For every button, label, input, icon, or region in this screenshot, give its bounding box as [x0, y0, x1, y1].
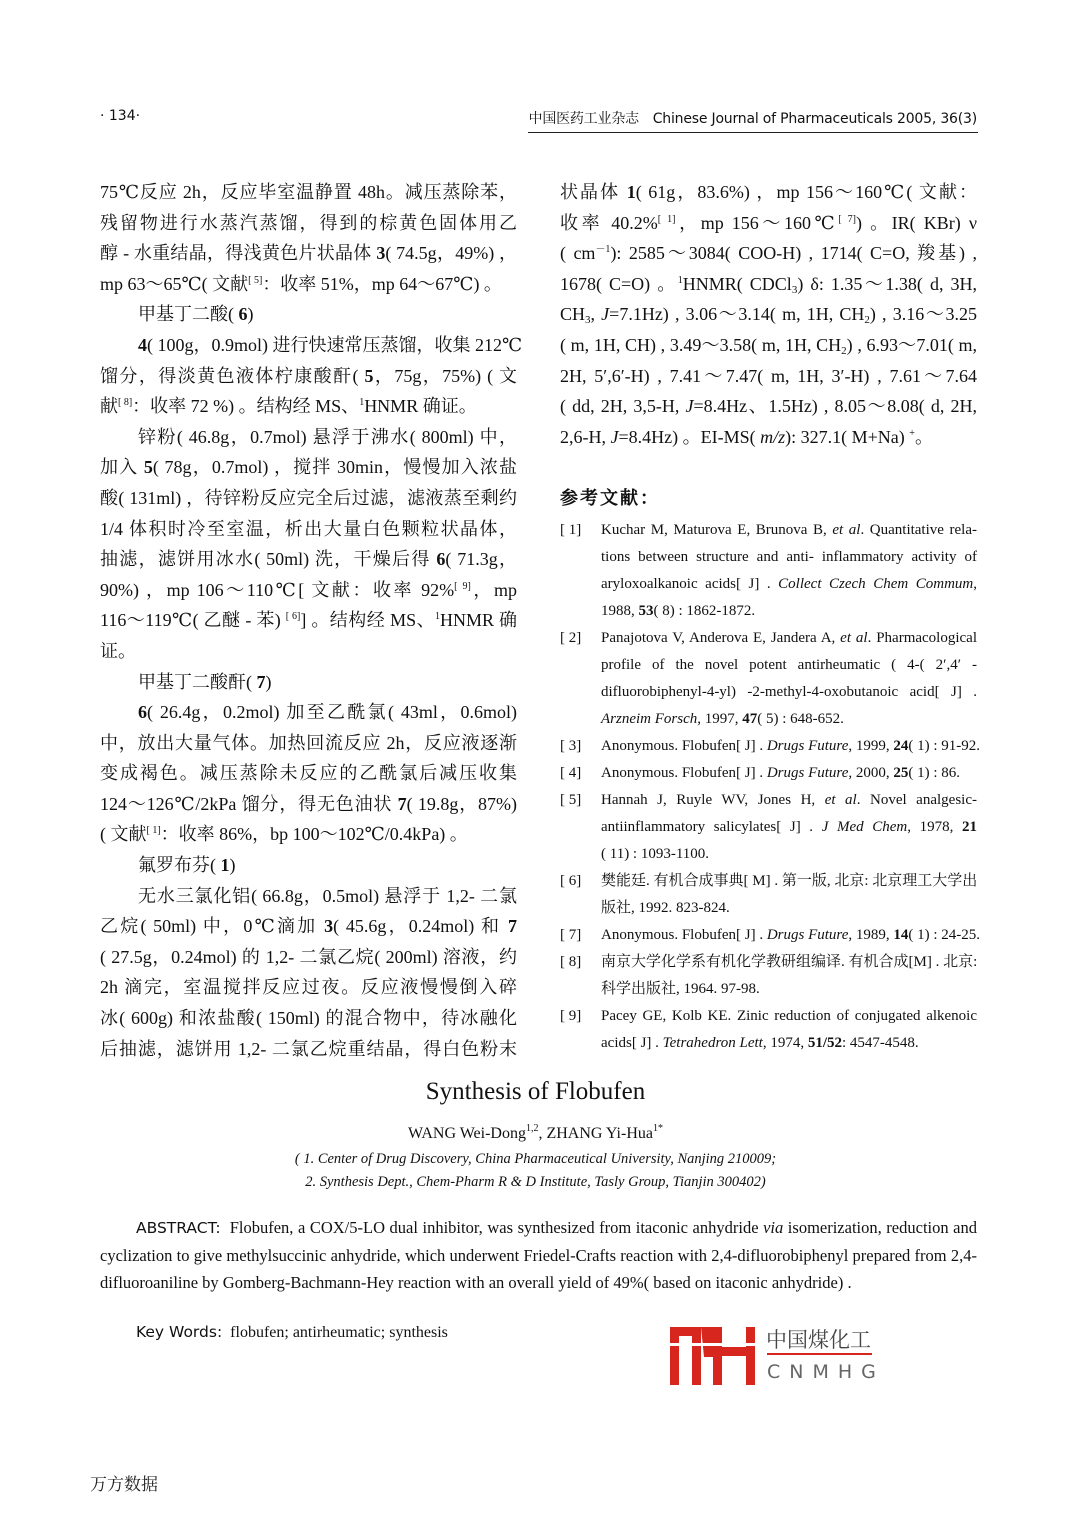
superscript: [ 1]: [657, 213, 676, 225]
text-line: [100, 819, 517, 850]
reference-text: [601, 625, 977, 733]
text-run: mp 63～65℃( 文献: [100, 273, 249, 294]
abstract-label: ABSTRACT:: [136, 1219, 221, 1237]
author-separator: ,: [538, 1125, 547, 1142]
reference-text: [601, 922, 980, 949]
text-line: [601, 544, 977, 571]
reference-number: [ 3]: [560, 738, 582, 754]
text-run: 1988,: [601, 603, 639, 619]
subscript: 3: [791, 283, 798, 296]
text-line: [560, 299, 977, 330]
text-run: ,: [973, 576, 978, 592]
abstract: [100, 1214, 977, 1296]
text-line: [100, 789, 517, 820]
text-run: Panajotova V, Anderova E, Jandera A,: [601, 630, 841, 646]
text-line: [560, 330, 977, 361]
compound-number: 51/52: [807, 1035, 842, 1051]
reference-item: [560, 949, 977, 1003]
logo-text-en: CNMHG: [767, 1361, 878, 1383]
text-line: [601, 517, 977, 544]
text-line: [100, 881, 517, 912]
abstract-text: Flobufen, a COX/5-LO dual inhibitor, was synthesized from itaconic anhydride: [229, 1218, 764, 1237]
text-run: aryloxoalkanoic acids[ J] .: [601, 576, 779, 592]
text-line: [100, 544, 517, 575]
italic-text: J: [685, 396, 694, 417]
subscript: 3: [585, 314, 591, 327]
text-line: [100, 911, 517, 942]
reference-text: [601, 787, 977, 868]
text-run: , 1978,: [907, 819, 962, 835]
text-line: [601, 922, 980, 949]
text-run: ：收率 51%，mp 64～67℃) 。: [262, 273, 502, 294]
subscript: 2: [864, 314, 870, 327]
text-run: ( 1) : 86.: [908, 765, 961, 781]
footer-watermark: 万方数据: [90, 1475, 158, 1495]
right-column-body: [560, 177, 977, 452]
italic-text: et al: [840, 630, 868, 646]
superscript: [ 7]: [838, 213, 857, 225]
superscript: 1: [435, 611, 441, 623]
text-line: [100, 299, 517, 330]
text-line: [560, 177, 977, 208]
text-line: [601, 733, 980, 760]
italic-text: et al: [832, 522, 861, 538]
text-run: 氟罗布芬(: [138, 855, 221, 876]
header-rule: [528, 132, 978, 133]
text-run: 献: [100, 396, 118, 417]
text-run: ：收率 72 %) 。结构经 MS、: [132, 396, 360, 417]
text-line: [100, 361, 517, 392]
text-run: ) , 3.16～3.25: [869, 304, 977, 325]
text-run: . Pharmacological: [867, 630, 977, 646]
text-line: [100, 483, 517, 514]
keywords-label: Key Words:: [136, 1323, 223, 1341]
text-run: ): [247, 304, 254, 325]
reference-item: [560, 625, 977, 733]
reference-number: [ 4]: [560, 765, 582, 781]
text-run: 。: [914, 426, 933, 447]
compound-number: 7: [397, 793, 407, 814]
compound-number: 5: [364, 365, 374, 386]
text-run: ( 1) : 91-92.: [908, 738, 981, 754]
text-run: ( 5) : 648-652.: [757, 711, 844, 727]
paragraph: [100, 422, 517, 667]
text-line: [601, 787, 977, 814]
text-run: ) δ: 1.35～1.38( d, 3H,: [797, 273, 977, 294]
text-run: 抽滤，滤饼用冰水( 50ml) 洗，干燥后得: [100, 549, 437, 570]
reference-number: [ 5]: [560, 792, 582, 808]
text-run: 116～119℃( 乙醚 - 苯): [100, 610, 286, 631]
text-line: [601, 760, 977, 787]
text-run: 锌粉( 46.8g，0.7mol) 悬浮于沸水( 800ml) 中，: [138, 426, 517, 447]
logo-mark-icon: [668, 1323, 878, 1387]
text-run: Anonymous. Flobufen[ J] .: [601, 927, 767, 943]
reference-number: [ 9]: [560, 1008, 582, 1024]
italic-text: Drugs Future: [766, 765, 849, 781]
compound-number: 47: [742, 711, 758, 727]
english-title: Synthesis of Flobufen: [425, 1078, 646, 1105]
compound-number: 5: [143, 457, 153, 478]
paragraph: [100, 697, 517, 850]
text-run: ( 78g，0.7mol) ，搅拌 30min，慢慢加入浓盐: [152, 457, 517, 478]
compound-number: 1: [220, 855, 230, 876]
reference-text: [601, 733, 980, 760]
abstract-text: isomerization, reduction and cyclization to give methylsuccinic anhydride, which underwent Friedel-Crafts reaction with 2,4-difluorobiphenyl prepared from 2,4-difluoroaniline by Gomberg-Bachmann-Hey reaction with an overall yield of 49%( based on itaconic anhydride) .: [100, 1218, 977, 1292]
text-run: ( 26.4g，0.2mol) 加至乙酰氯( 43ml，0.6mol): [147, 702, 517, 723]
text-run: ( cm: [560, 243, 596, 264]
compound-number: 1: [626, 182, 636, 202]
superscript: [ 6]: [285, 611, 301, 623]
text-run: 124～126℃/2kPa 馏分，得无色油状: [100, 793, 398, 814]
text-run: 状晶体: [560, 182, 627, 202]
compound-number: 14: [893, 927, 909, 943]
text-run: ,: [590, 304, 602, 325]
text-line: [601, 895, 977, 922]
italic-text: Drugs Future: [766, 927, 849, 943]
text-line: [601, 598, 977, 625]
text-run: ( 100g，0.9mol) 进行快速常压蒸馏，收集 212℃: [147, 334, 523, 355]
text-run: . Quantitative rela-: [860, 522, 977, 538]
reference-item: [560, 1003, 977, 1057]
text-run: ): [229, 855, 236, 876]
text-run: , 1989,: [848, 927, 894, 943]
compound-number: 6: [238, 304, 248, 325]
compound-number: 24: [893, 738, 909, 754]
text-run: 南京大学化学系有机化学教研组编译. 有机合成[M] . 北京:: [601, 954, 978, 970]
text-line: [100, 177, 517, 208]
text-line: [560, 208, 977, 239]
text-line: [100, 1003, 517, 1034]
text-run: ( 8) : 1862-1872.: [653, 603, 756, 619]
text-run: ( 11) : 1093-1100.: [601, 846, 710, 862]
text-run: Hannah J, Ruyle WV, Jones H,: [601, 792, 825, 808]
superscript: 1: [677, 274, 683, 286]
text-run: CH: [560, 304, 586, 325]
cnmhg-logo: [668, 1323, 878, 1392]
text-run: , 1974,: [762, 1035, 808, 1051]
paragraph: [100, 177, 517, 299]
text-run: ) 。IR( KBr) ν: [856, 212, 977, 233]
reference-item: [560, 868, 977, 922]
references-heading: 参考文献：: [560, 488, 660, 509]
author-affil-mark: 1*: [652, 1123, 663, 1134]
text-line: [601, 706, 977, 733]
text-run: ( 45.6g，0.24mol) 和: [333, 916, 508, 937]
text-run: 1/4 体积时冷至室温，析出大量白色颗粒状晶体，: [100, 518, 517, 539]
text-run: . Novel analgesic-: [856, 792, 977, 808]
abstract-text-italic: via: [763, 1218, 784, 1237]
text-run: ) , 6.93～7.01( m,: [846, 334, 977, 355]
logo-text-cn: 中国煤化工: [766, 1328, 871, 1352]
text-run: 甲基丁二酸(: [138, 304, 239, 325]
paragraph: [100, 330, 523, 422]
text-run: difluorobiphenyl-4-yl) -2-methyl-4-oxobutanoic acid[ J] .: [601, 684, 977, 700]
text-run: ，mp 156～160℃: [675, 212, 839, 233]
reference-item: [560, 517, 977, 625]
text-run: Anonymous. Flobufen[ J] .: [601, 738, 767, 754]
paragraph: [100, 881, 517, 1065]
text-run: antiinflammatory salicylates[ J] .: [601, 819, 822, 835]
text-run: Pacey GE, Kolb KE. Zinic reduction of conjugated alkenoic: [601, 1008, 977, 1024]
text-run: 无水三氯化铝( 66.8g，0.5mol) 悬浮于 1,2- 二氯: [138, 885, 517, 906]
keywords-text: flobufen; antirheumatic; synthesis: [230, 1324, 448, 1341]
text-run: ): 2585～3084( COO-H) , 1714( C=O, 羧基) ,: [610, 243, 978, 264]
superscript: [ 8]: [118, 397, 133, 409]
reference-text: [601, 760, 977, 787]
text-run: HNMR 确证。: [364, 396, 477, 417]
italic-text: et al: [824, 792, 857, 808]
text-run: 加入: [100, 457, 144, 478]
text-run: ，75g，75%) ( 文: [373, 365, 518, 386]
text-line: [100, 330, 523, 361]
text-line: [601, 679, 977, 706]
italic-text: Arzneim Forsch: [601, 711, 698, 727]
text-line: [601, 976, 977, 1003]
reference-text: [601, 1003, 977, 1057]
compound-number: 7: [256, 671, 266, 692]
compound-number: 6: [436, 549, 446, 570]
text-run: , 1999,: [848, 738, 894, 754]
superscript: [ 5]: [248, 274, 263, 286]
affiliation: ( 1. Center of Drug Discovery, China Pharmaceutical University, Nanjing 210009;: [294, 1151, 777, 1167]
text-line: [100, 636, 517, 667]
text-run: 版社, 1992. 823-824.: [601, 900, 730, 916]
superscript: －1: [595, 244, 611, 256]
text-run: ): 327.1( M+Na): [785, 426, 910, 447]
text-line: [100, 422, 517, 453]
page-number: · 134·: [100, 108, 141, 124]
text-line: [100, 972, 517, 1003]
author-name: WANG Wei-Dong: [408, 1125, 526, 1142]
text-line: [560, 269, 977, 300]
reference-item: [560, 733, 981, 760]
text-run: 樊能廷. 有机合成事典[ M] . 第一版, 北京: 北京理工大学出: [601, 873, 978, 889]
text-run: , 2000,: [848, 765, 894, 781]
text-run: ( 1) : 24-25.: [908, 927, 981, 943]
text-run: 残留物进行水蒸汽蒸馏，得到的棕黄色固体用乙: [100, 212, 517, 233]
italic-text: J: [610, 426, 619, 447]
text-run: 90%) ，mp 106～110℃[ 文献：收率 92%: [100, 579, 455, 600]
italic-text: Collect Czech Chem Commum: [778, 576, 974, 592]
text-line: [100, 942, 517, 973]
text-run: 中，放出大量气体。加热回流反应 2h，反应液逐渐: [100, 732, 517, 753]
text-run: 2H, 5′,6′-H) , 7.41～7.47( m, 1H, 3′-H) , 7.61～7.64: [560, 365, 977, 386]
text-run: 变成褐色。减压蒸除未反应的乙酰氯后减压收集: [100, 763, 517, 784]
text-run: 醇 - 水重结晶，得浅黄色片状晶体: [100, 243, 377, 264]
text-line: [601, 1030, 977, 1057]
text-line: [601, 1003, 977, 1030]
text-run: ): [265, 671, 272, 692]
compound-number: 3: [376, 243, 386, 264]
subscript: 2: [841, 344, 847, 357]
text-run: profile of the novel potent antirheumatic ( 4-( 2′,4′ -: [601, 657, 977, 673]
compound-number: 21: [962, 819, 977, 835]
affiliation: 2. Synthesis Dept., Chem-Pharm R & D Institute, Tasly Group, Tianjin 300402): [305, 1174, 766, 1190]
text-run: 1678( C=O) 。: [560, 273, 678, 294]
text-run: HNMR( CDCl: [682, 273, 792, 294]
text-run: 2,6-H,: [560, 426, 611, 447]
italic-text: Drugs Future: [766, 738, 849, 754]
compound-number: 25: [893, 765, 909, 781]
text-line: [601, 625, 977, 652]
text-run: Anonymous. Flobufen[ J] .: [601, 765, 767, 781]
text-line: [100, 238, 517, 269]
text-line: [100, 452, 517, 483]
text-line: [601, 841, 977, 868]
text-run: tions between structure and anti- inflammatory activity of: [601, 549, 977, 565]
text-run: ] 。结构经 MS、: [300, 610, 436, 631]
left-column-body: [100, 177, 523, 1064]
text-run: : 4547-4548.: [841, 1035, 919, 1051]
reference-number: [ 8]: [560, 954, 582, 970]
text-run: ( 61g，83.6%) ，mp 156～160℃( 文献：: [635, 182, 978, 202]
compound-number: 53: [638, 603, 654, 619]
text-run: HNMR 确: [440, 610, 517, 631]
text-line: [601, 652, 977, 679]
text-run: 后抽滤，滤饼用 1,2- 二氯乙烷重结晶，得白色粉末: [100, 1038, 517, 1059]
text-run: 2h 滴完，室温搅拌反应过夜。反应液慢慢倒入碎: [100, 977, 517, 998]
text-run: ( 27.5g，0.24mol) 的 1,2- 二氯乙烷( 200ml) 溶液，约: [100, 946, 517, 967]
text-line: [100, 728, 517, 759]
reference-item: [560, 760, 977, 787]
text-line: [100, 850, 517, 881]
text-run: 酸( 131ml) ，待锌粉反应完全后过滤，滤液蒸至剩约: [100, 487, 517, 508]
text-run: ( 19.8g，87%): [406, 793, 517, 814]
reference-text: [601, 949, 977, 1003]
text-run: acids[ J] .: [601, 1035, 663, 1051]
text-line: [601, 868, 977, 895]
text-line: [100, 1034, 517, 1065]
text-line: [560, 422, 977, 453]
text-run: =8.4Hz、1.5Hz) , 8.05～8.08( d, 2H,: [693, 396, 977, 417]
reference-number: [ 6]: [560, 873, 582, 889]
text-run: ，mp: [470, 579, 517, 600]
compound-number: 3: [324, 916, 334, 937]
text-run: 甲基丁二酸酐(: [138, 671, 257, 692]
reference-text: [601, 868, 977, 922]
text-line: [100, 605, 517, 636]
text-line: [100, 391, 517, 422]
paragraph: [100, 299, 517, 330]
text-line: [100, 269, 517, 300]
italic-text: J Med Chem: [821, 819, 908, 835]
text-line: [601, 814, 977, 841]
author-name: ZHANG Yi-Hua: [546, 1125, 653, 1142]
reference-number: [ 2]: [560, 630, 582, 646]
text-line: [560, 391, 977, 422]
paragraph: [100, 850, 517, 881]
text-line: [560, 238, 977, 269]
text-run: ：收率 86%，bp 100～102℃/0.4kPa) 。: [160, 824, 468, 845]
text-run: 乙烷( 50ml) 中，0℃滴加: [100, 916, 325, 937]
superscript: [ 1]: [146, 825, 161, 837]
reference-list: [560, 517, 981, 1057]
authors: [0, 1125, 1071, 1143]
text-line: [100, 208, 517, 239]
compound-number: 6: [138, 702, 147, 723]
text-run: 冰( 600g) 和浓盐酸( 150ml) 的混合物中，待冰融化: [100, 1008, 517, 1029]
italic-text: m/z: [760, 426, 786, 447]
text-run: 收率 40.2%: [560, 212, 658, 233]
text-line: [601, 949, 977, 976]
text-line: [100, 697, 517, 728]
text-run: =8.4Hz) 。EI-MS(: [618, 426, 761, 447]
reference-number: [ 1]: [560, 522, 582, 538]
superscript: [ 9]: [454, 580, 471, 592]
superscript: 1: [359, 397, 365, 409]
reference-item: [560, 922, 981, 949]
compound-number: 4: [138, 334, 147, 355]
author-affil-mark: 1,2: [525, 1123, 539, 1134]
text-run: 证。: [100, 640, 136, 661]
text-run: 科学出版社, 1964. 97-98.: [601, 981, 760, 997]
italic-text: Tetrahedron Lett: [662, 1035, 763, 1051]
reference-item: [560, 787, 977, 868]
text-run: ( m, 1H, CH) , 3.49～3.58( m, 1H, CH: [560, 334, 842, 355]
text-run: ( 文献: [100, 824, 147, 845]
paragraph: [100, 667, 517, 698]
text-run: , 1997,: [697, 711, 743, 727]
text-run: Kuchar M, Maturova E, Brunova B,: [601, 522, 833, 538]
text-line: [100, 667, 517, 698]
keywords: [136, 1323, 448, 1342]
reference-text: [601, 517, 977, 625]
text-run: ( 71.3g，: [445, 549, 517, 570]
paragraph: [560, 177, 977, 452]
text-run: ( 74.5g，49%) ，: [385, 243, 518, 264]
text-line: [601, 571, 977, 598]
superscript: +: [909, 427, 915, 439]
text-run: 馏分，得淡黄色液体柠康酸酐(: [100, 365, 365, 386]
reference-number: [ 7]: [560, 927, 582, 943]
text-run: ( dd, 2H, 3,5-H,: [560, 396, 686, 417]
compound-number: 7: [507, 916, 517, 937]
italic-text: J: [601, 304, 610, 325]
text-run: 75℃反应 2h，反应毕室温静置 48h。减压蒸除苯，: [100, 182, 517, 202]
text-line: [100, 514, 517, 545]
text-line: [100, 758, 517, 789]
text-line: [100, 575, 517, 606]
journal-header: 中国医药工业杂志 Chinese Journal of Pharmaceuticals 2005, 36(3): [528, 111, 977, 127]
text-run: =7.1Hz) , 3.06～3.14( m, 1H, CH: [609, 304, 865, 325]
text-line: [560, 361, 977, 392]
